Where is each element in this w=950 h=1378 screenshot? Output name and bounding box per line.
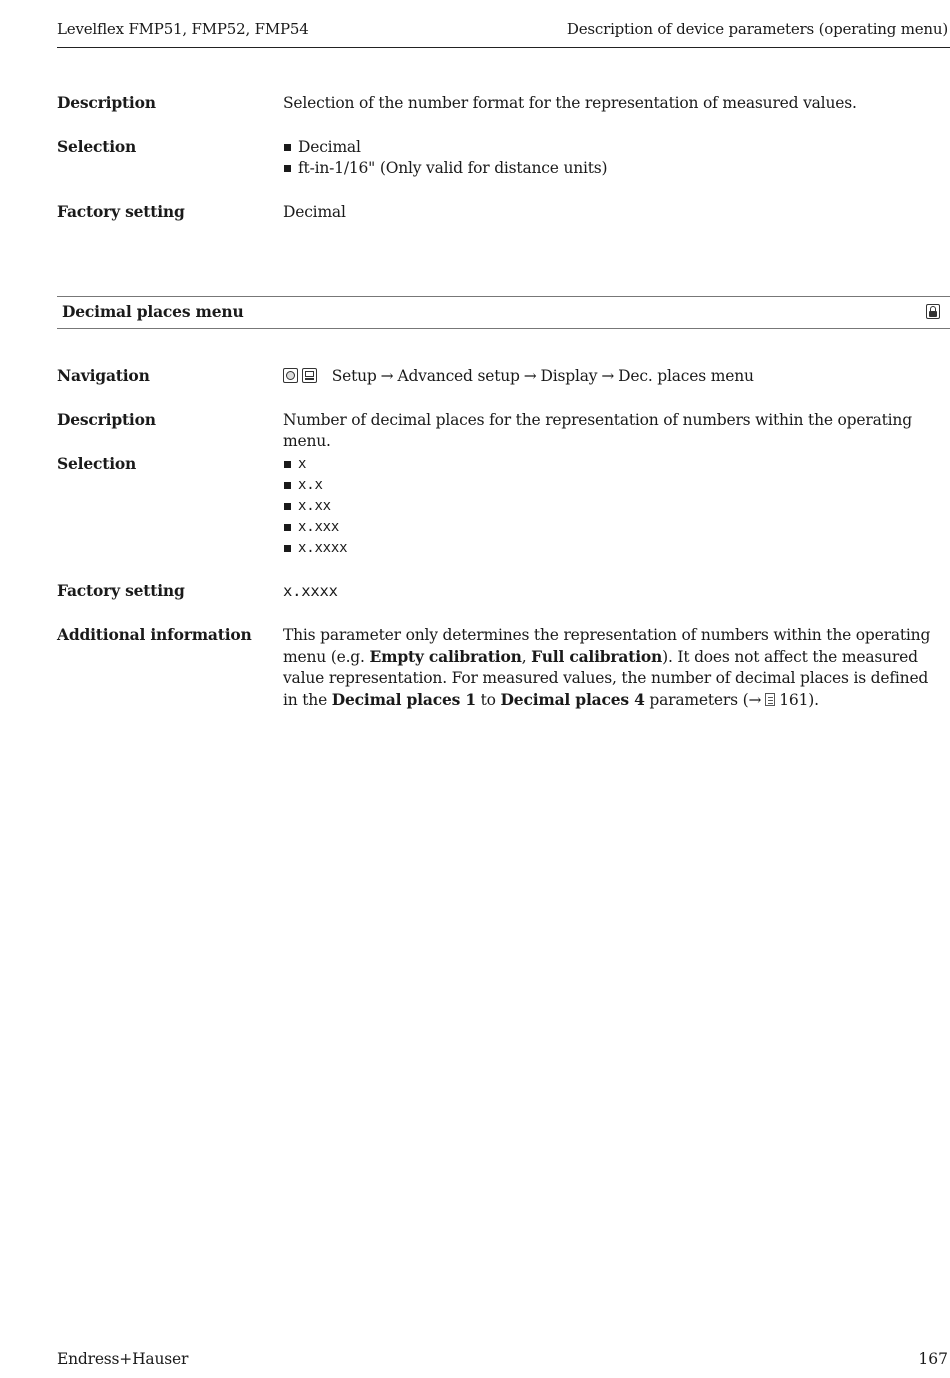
selection-list [283,454,930,559]
bullet-icon [284,545,291,552]
description-label: Description [57,93,156,112]
footer-company: Endress+Hauser [57,1350,189,1368]
list-item: x.xx [283,496,930,517]
list-item: ft-in-1/16" (Only valid for distance units) [283,158,930,179]
arrow-icon: → [523,367,537,385]
nav-step: Setup [331,367,377,385]
factory-setting-value: x.xxxx [283,582,338,600]
header-chapter-title: Description of device parameters (operating menu) [566,20,948,38]
lock-icon [926,304,940,319]
bullet-icon [284,524,291,531]
nav-step: Advanced setup [397,367,520,385]
operating-tool-icon [283,368,298,383]
list-item: x [283,454,930,475]
section-title: Decimal places menu [62,302,244,321]
additional-information-label: Additional information [57,625,252,644]
list-item: x.xxxx [283,538,930,559]
description-text: Number of decimal places for the representation of numbers within the operating menu. [283,411,912,450]
factory-setting-label: Factory setting [57,202,185,221]
navigation-path [283,366,930,387]
list-item: x.x [283,475,930,496]
list-item: Decimal [283,137,930,158]
arrow-icon: → [380,367,394,385]
factory-setting-label: Factory setting [57,581,185,600]
nav-step: Display [540,367,598,385]
arrow-icon: → [601,367,615,385]
page-number: 167 [918,1350,948,1368]
list-item: x.xxx [283,517,930,538]
parameter-reference: Decimal places 4 [500,690,645,709]
display-icon [302,368,317,383]
selection-label: Selection [57,137,137,156]
page-reference-icon [765,693,775,706]
section-header [57,296,950,329]
parameter-reference: Empty calibration [369,647,522,666]
description-label: Description [57,410,156,429]
header-divider [57,47,950,48]
factory-setting-value: Decimal [283,203,346,221]
bullet-icon [284,165,291,172]
additional-information-text: This parameter only determines the representation of numbers within the operating menu (e.g. Empty calibration, Full calibration). It does not affect the measured value representation. For measured values, the number of decimal places is defined in the Decimal places 1 to Decimal places 4 parameters (→ 161). [283,626,931,709]
page-reference[interactable]: 161 [779,691,809,709]
selection-list [283,137,930,179]
bullet-icon [284,461,291,468]
navigation-label: Navigation [57,366,150,385]
selection-label: Selection [57,454,137,473]
description-text: Selection of the number format for the representation of measured values. [283,94,857,112]
bullet-icon [284,144,291,151]
bullet-icon [284,482,291,489]
arrow-icon: → [748,691,762,709]
nav-step: Dec. places menu [618,367,754,385]
parameter-reference: Full calibration [531,647,663,666]
header-document-title: Levelflex FMP51, FMP52, FMP54 [57,20,309,38]
bullet-icon [284,503,291,510]
parameter-reference: Decimal places 1 [331,690,476,709]
